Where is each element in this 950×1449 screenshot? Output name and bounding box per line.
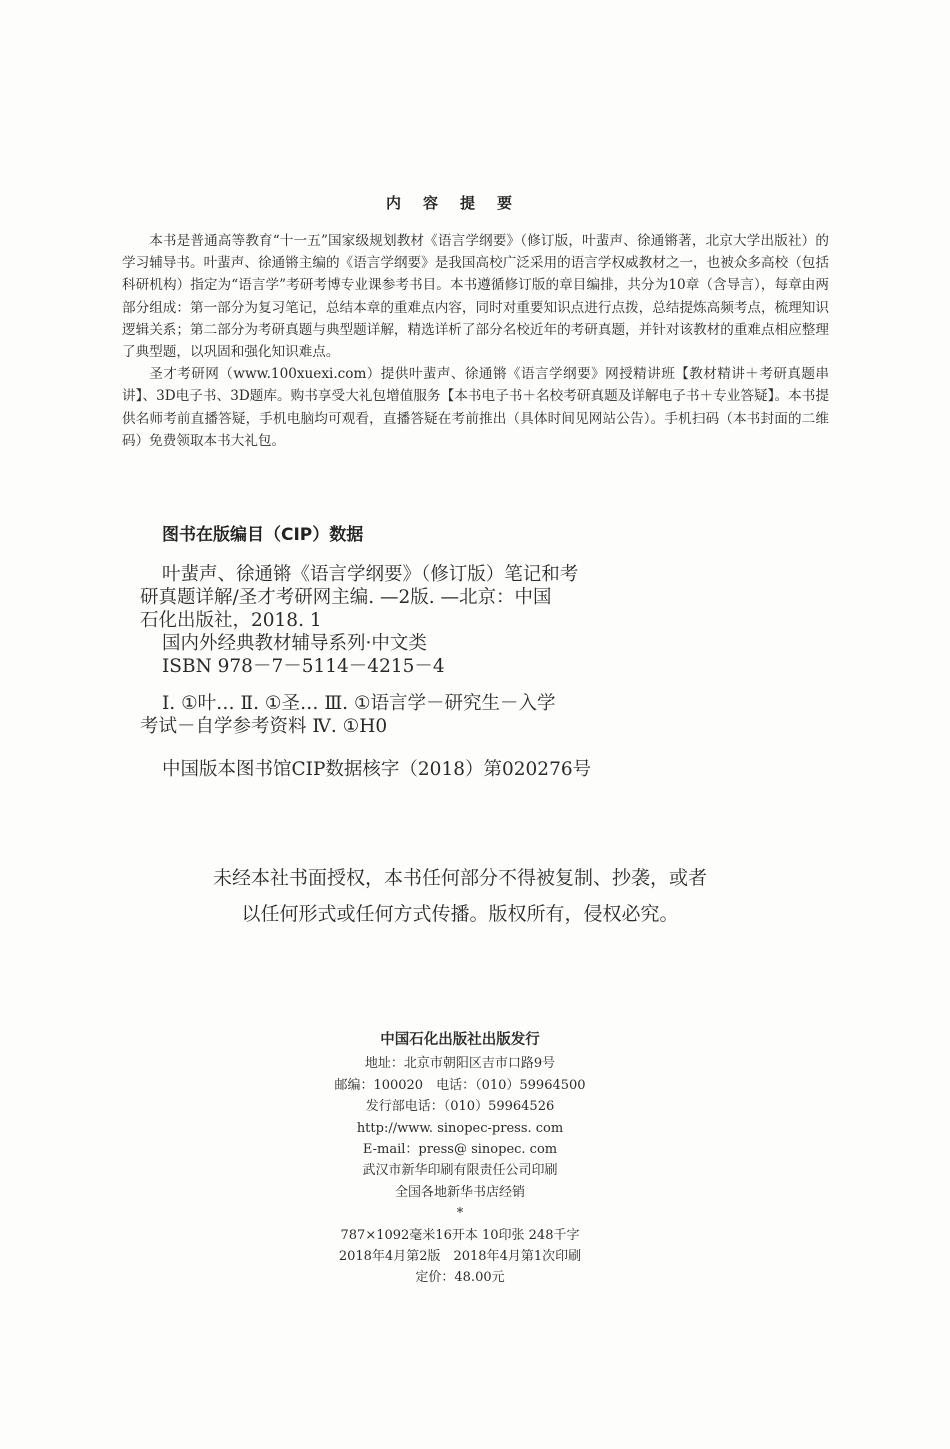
cip-block	[140, 563, 620, 781]
cip-title-line-1: 叶蜚声、徐通锵《语言学纲要》（修订版）笔记和考	[162, 564, 579, 585]
cip-isbn: ISBN 978－7－5114－4215－4	[162, 656, 445, 677]
copyright-notice	[0, 860, 920, 932]
copyright-line-1: 未经本社书面授权，本书任何部分不得被复制、抄袭，或者	[212, 867, 707, 889]
cip-classification-line-2: 考试－自学参考资料 Ⅳ. ①H0	[140, 716, 388, 737]
publisher-edition: 2018年4月第2版 2018年4月第1次印刷	[338, 1249, 582, 1265]
publisher-email: E-mail：press@ sinopec. com	[362, 1142, 558, 1158]
summary-body	[122, 230, 829, 452]
publisher-info	[0, 1030, 920, 1289]
publisher-website: http://www. sinopec-press. com	[356, 1120, 564, 1136]
summary-title: 内容提要	[385, 194, 534, 212]
cip-heading: 图书在版编目（CIP）数据	[162, 525, 364, 545]
copyright-line-2: 以任何形式或任何方式传播。版权所有，侵权必究。	[241, 903, 679, 925]
cip-classification-line-1: Ⅰ. ①叶… Ⅱ. ①圣… Ⅲ. ①语言学－研究生－入学	[162, 693, 556, 714]
cip-series: 国内外经典教材辅导系列·中文类	[162, 633, 427, 654]
cip-title-line-2: 研真题详解/圣才考研网主编. —2版. —北京：中国	[140, 587, 552, 608]
publisher-format: 787×1092毫米16开本 10印张 248千字	[340, 1227, 580, 1243]
summary-paragraph-2: 圣才考研网（www.100xuexi.com）提供叶蜚声、徐通锵《语言学纲要》网授精讲班【教材精讲＋考研真题串讲】、3D电子书、3D题库。购书享受大礼包增值服务【本书电子书＋名校考研真题及详解电子书＋专业答疑】。本书提供名师考前直播答疑，手机电脑均可观看，直播答疑在考前推出（具体时间见网站公告）。手机扫码（本书封面的二维码）免费领取本书大礼包。	[122, 366, 829, 449]
publisher-sales-phone: 发行部电话：（010）59964526	[365, 1099, 555, 1115]
publisher-separator: *	[456, 1206, 464, 1222]
cip-title-line-3: 石化出版社，2018. 1	[140, 610, 322, 631]
cip-record-number: 中国版本图书馆CIP数据核字（2018）第020276号	[162, 759, 592, 780]
publisher-price: 定价：48.00元	[415, 1270, 505, 1286]
publisher-printer: 武汉市新华印刷有限责任公司印刷	[362, 1163, 558, 1179]
summary-paragraph-1: 本书是普通高等教育“十一五”国家级规划教材《语言学纲要》（修订版，叶蜚声、徐通锵著，北京大学出版社）的学习辅导书。叶蜚声、徐通锵主编的《语言学纲要》是我国高校广泛采用的语言学权威教材之一，也被众多高校（包括科研机构）指定为“语言学”考研考博专业课参考书目。本书遵循修订版的章目编排，共分为10章（含导言），每章由两部分组成：第一部分为复习笔记，总结本章的重难点内容，同时对重要知识点进行点拨，总结提炼高频考点，梳理知识逻辑关系；第二部分为考研真题与典型题详解，精选详析了部分名校近年的考研真题，并针对该教材的重难点相应整理了典型题，以巩固和强化知识难点。	[122, 233, 829, 361]
publisher-address: 地址：北京市朝阳区吉市口路9号	[364, 1056, 556, 1072]
publisher-name: 中国石化出版社出版发行	[380, 1032, 540, 1048]
publisher-distributor: 全国各地新华书店经销	[394, 1184, 525, 1200]
publisher-postcode-phone: 邮编：100020 电话：（010）59964500	[334, 1077, 586, 1093]
